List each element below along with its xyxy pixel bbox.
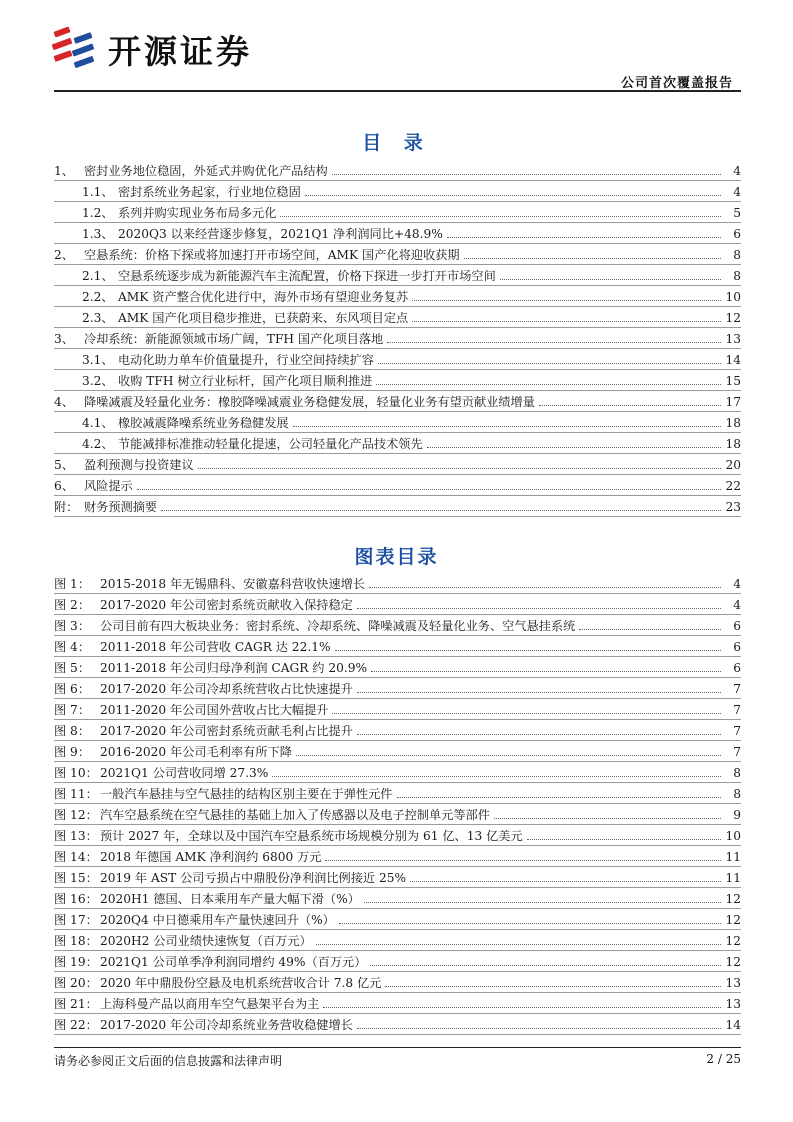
dot-leader	[527, 839, 721, 840]
dot-leader	[357, 608, 721, 609]
toc-entry[interactable]	[54, 496, 741, 517]
entry-page: 20	[725, 457, 741, 472]
entry-page: 8	[733, 247, 741, 262]
entry-number: 4.2、	[82, 437, 114, 451]
entry-page: 13	[725, 975, 741, 990]
entry-number: 图 8：	[54, 724, 91, 738]
entry-page: 14	[725, 352, 741, 367]
figure-entry[interactable]	[54, 1014, 741, 1035]
dot-leader	[376, 384, 721, 385]
entry-page: 17	[725, 394, 741, 409]
dot-leader	[332, 174, 721, 175]
entry-page: 7	[733, 681, 741, 696]
entry-number: 图 4：	[54, 640, 91, 654]
entry-page: 6	[733, 226, 741, 241]
report-type: 公司首次覆盖报告	[620, 76, 733, 91]
entry-number: 图 6：	[54, 682, 91, 696]
entry-title: 橡胶减震降噪系统业务稳健发展	[118, 416, 289, 430]
figure-entry[interactable]	[54, 720, 741, 741]
dot-leader	[335, 650, 721, 651]
figure-entry[interactable]	[54, 909, 741, 930]
entry-title: 2017-2020 年公司密封系统贡献收入保持稳定	[100, 598, 353, 612]
dot-leader	[161, 510, 721, 511]
figure-list-title: 图表目录	[354, 546, 439, 568]
entry-number: 图 7：	[54, 703, 91, 717]
dot-leader	[272, 776, 721, 777]
figure-list	[54, 573, 741, 1035]
dot-leader	[332, 713, 721, 714]
figure-entry[interactable]	[54, 846, 741, 867]
entry-title: 2021Q1 公司单季净利润同增约 49%（百万元）	[100, 955, 367, 969]
entry-title: 2020Q4 中日德乘用车产量快速回升（%）	[100, 913, 335, 927]
toc-entry[interactable]	[54, 181, 741, 202]
entry-title: 财务预测摘要	[84, 500, 158, 514]
entry-number: 图 12：	[54, 808, 98, 822]
entry-title: 2019 年 AST 公司亏损占中鼎股份净利润比例接近 25%	[100, 871, 407, 885]
footer-disclaimer: 请务必参阅正文后面的信息披露和法律声明	[54, 1054, 283, 1068]
entry-title: AMK 资产整合优化进行中，海外市场有望迎业务复苏	[118, 290, 409, 304]
figure-entry[interactable]	[54, 783, 741, 804]
dot-leader	[357, 692, 721, 693]
entry-title: 2016-2020 年公司毛利率有所下降	[100, 745, 292, 759]
entry-number: 图 14：	[54, 850, 98, 864]
entry-number: 2、	[54, 248, 74, 262]
entry-number: 图 21：	[54, 997, 98, 1011]
entry-page: 8	[733, 268, 741, 283]
entry-page: 8	[733, 786, 741, 801]
figure-entry[interactable]	[54, 888, 741, 909]
entry-number: 图 11：	[54, 787, 98, 801]
entry-number: 图 3：	[54, 619, 91, 633]
toc-list	[54, 160, 741, 517]
entry-title: 2011-2018 年公司营收 CAGR 达 22.1%	[100, 640, 331, 654]
entry-page: 14	[725, 1017, 741, 1032]
entry-title: 收购 TFH 树立行业标杆，国产化项目顺利推进	[118, 374, 373, 388]
entry-page: 12	[725, 933, 741, 948]
entry-title: 公司目前有四大板块业务：密封系统、冷却系统、降噪减震及轻量化业务、空气悬挂系统	[100, 619, 576, 633]
entry-title: 2020Q3 以来经营逐步修复，2021Q1 净利润同比+48.9%	[118, 227, 443, 241]
dot-leader	[412, 300, 721, 301]
toc-entry[interactable]	[54, 265, 741, 286]
entry-title: 一般汽车悬挂与空气悬挂的结构区别主要在于弹性元件	[100, 787, 393, 801]
toc-entry[interactable]	[54, 475, 741, 496]
dot-leader	[293, 426, 721, 427]
dot-leader	[357, 1028, 721, 1029]
header-divider	[54, 90, 741, 92]
entry-number: 图 19：	[54, 955, 98, 969]
entry-number: 2.3、	[82, 311, 114, 325]
entry-title: 2011-2020 年公司国外营收占比大幅提升	[100, 703, 329, 717]
entry-page: 18	[725, 436, 741, 451]
entry-page: 13	[725, 996, 741, 1011]
toc-entry[interactable]	[54, 391, 741, 412]
toc-entry[interactable]	[54, 307, 741, 328]
entry-title: 降噪减震及轻量化业务：橡胶降噪减震业务稳健发展，轻量化业务有望贡献业绩增量	[84, 395, 535, 409]
entry-number: 3.2、	[82, 374, 114, 388]
entry-number: 图 9：	[54, 745, 91, 759]
figure-entry[interactable]	[54, 615, 741, 636]
dot-leader	[137, 489, 721, 490]
entry-number: 6、	[54, 479, 74, 493]
dot-leader	[296, 755, 721, 756]
toc-entry[interactable]	[54, 454, 741, 475]
entry-page: 6	[733, 618, 741, 633]
dot-leader	[378, 363, 721, 364]
entry-page: 8	[733, 765, 741, 780]
dot-leader	[316, 944, 721, 945]
figure-entry[interactable]	[54, 825, 741, 846]
entry-page: 12	[725, 891, 741, 906]
dot-leader	[579, 629, 721, 630]
entry-number: 4.1、	[82, 416, 114, 430]
toc-entry[interactable]	[54, 160, 741, 181]
dot-leader	[539, 405, 721, 406]
entry-number: 1、	[54, 164, 74, 178]
entry-title: 空悬系统逐步成为新能源汽车主流配置，价格下探进一步打开市场空间	[118, 269, 496, 283]
dot-leader	[387, 342, 721, 343]
dot-leader	[410, 881, 721, 882]
entry-number: 图 20：	[54, 976, 98, 990]
entry-number: 1.3、	[82, 227, 114, 241]
entry-page: 22	[725, 478, 741, 493]
toc-entry[interactable]	[54, 433, 741, 454]
entry-title: 冷却系统：新能源领域市场广阔，TFH 国产化项目落地	[84, 332, 384, 346]
entry-title: 2020 年中鼎股份空悬及电机系统营收合计 7.8 亿元	[100, 976, 382, 990]
figure-entry[interactable]	[54, 951, 741, 972]
page-number: 2 / 25	[706, 1052, 741, 1066]
toc-entry[interactable]	[54, 412, 741, 433]
dot-leader	[370, 965, 721, 966]
entry-number: 2.2、	[82, 290, 114, 304]
dot-leader	[198, 468, 721, 469]
entry-number: 3.1、	[82, 353, 114, 367]
figure-entry[interactable]	[54, 699, 741, 720]
dot-leader	[369, 587, 721, 588]
entry-page: 10	[725, 289, 741, 304]
entry-title: 密封业务地位稳固，外延式并购优化产品结构	[84, 164, 328, 178]
dot-leader	[305, 195, 721, 196]
figure-entry[interactable]	[54, 594, 741, 615]
entry-page: 10	[725, 828, 741, 843]
toc-entry[interactable]	[54, 370, 741, 391]
figure-entry[interactable]	[54, 678, 741, 699]
dot-leader	[397, 797, 722, 798]
entry-number: 3、	[54, 332, 74, 346]
figure-entry[interactable]	[54, 804, 741, 825]
entry-number: 4、	[54, 395, 74, 409]
entry-title: 2015-2018 年无锡鼎科、安徽嘉科营收快速增长	[100, 577, 366, 591]
entry-number: 图 10：	[54, 766, 98, 780]
dot-leader	[357, 734, 721, 735]
entry-page: 13	[725, 331, 741, 346]
entry-title: 2020H2 公司业绩快速恢复（百万元）	[100, 934, 312, 948]
entry-title: 汽车空悬系统在空气悬挂的基础上加入了传感器以及电子控制单元等部件	[100, 808, 490, 822]
dot-leader	[447, 237, 721, 238]
entry-page: 5	[733, 205, 741, 220]
entry-title: 2021Q1 公司营收同增 27.3%	[100, 766, 269, 780]
entry-title: 2017-2020 年公司冷却系统营收占比快速提升	[100, 682, 353, 696]
entry-number: 图 13：	[54, 829, 98, 843]
dot-leader	[371, 671, 721, 672]
entry-page: 6	[733, 660, 741, 675]
dot-leader	[412, 321, 721, 322]
entry-number: 图 1：	[54, 577, 91, 591]
entry-number: 图 17：	[54, 913, 98, 927]
entry-number: 图 18：	[54, 934, 98, 948]
entry-title: 电动化助力单车价值量提升，行业空间持续扩容	[118, 353, 374, 367]
dot-leader	[500, 279, 721, 280]
dot-leader	[364, 902, 721, 903]
entry-title: 2017-2020 年公司冷却系统业务营收稳健增长	[100, 1018, 353, 1032]
entry-page: 11	[725, 849, 741, 864]
toc-entry[interactable]	[54, 328, 741, 349]
entry-page: 15	[725, 373, 741, 388]
entry-page: 18	[725, 415, 741, 430]
entry-page: 7	[733, 702, 741, 717]
entry-title: 密封系统业务起家，行业地位稳固	[118, 185, 301, 199]
figure-entry[interactable]	[54, 993, 741, 1014]
dot-leader	[427, 447, 721, 448]
entry-title: 节能减排标准推动轻量化提速，公司轻量化产品技术领先	[118, 437, 423, 451]
entry-title: 预计 2027 年，全球以及中国汽车空悬系统市场规模分别为 61 亿、13 亿美元	[100, 829, 523, 843]
entry-number: 2.1、	[82, 269, 114, 283]
entry-number: 图 22：	[54, 1018, 98, 1032]
entry-title: 空悬系统：价格下探或将加速打开市场空间，AMK 国产化将迎收获期	[84, 248, 460, 262]
entry-number: 图 16：	[54, 892, 98, 906]
entry-page: 4	[733, 576, 741, 591]
figure-entry[interactable]	[54, 930, 741, 951]
toc-entry[interactable]	[54, 223, 741, 244]
entry-number: 图 15：	[54, 871, 98, 885]
entry-number: 图 5：	[54, 661, 91, 675]
entry-title: AMK 国产化项目稳步推进，已获蔚来、东风项目定点	[118, 311, 409, 325]
company-logo	[50, 22, 252, 76]
company-name: 开源证券	[108, 31, 252, 71]
entry-page: 4	[733, 184, 741, 199]
footer-divider	[54, 1047, 741, 1048]
figure-entry[interactable]	[54, 867, 741, 888]
entry-page: 9	[733, 807, 741, 822]
entry-page: 4	[733, 163, 741, 178]
entry-page: 12	[725, 912, 741, 927]
entry-title: 2020H1 德国、日本乘用车产量大幅下滑（%）	[100, 892, 360, 906]
entry-title: 2017-2020 年公司密封系统贡献毛利占比提升	[100, 724, 353, 738]
entry-number: 附：	[54, 500, 79, 514]
dot-leader	[323, 1007, 721, 1008]
entry-number: 图 2：	[54, 598, 91, 612]
entry-page: 23	[725, 499, 741, 514]
entry-page: 6	[733, 639, 741, 654]
entry-title: 2011-2018 年公司归母净利润 CAGR 约 20.9%	[100, 661, 368, 675]
entry-page: 7	[733, 723, 741, 738]
entry-page: 11	[725, 870, 741, 885]
dot-leader	[325, 860, 721, 861]
dot-leader	[280, 216, 721, 217]
entry-title: 系列并购实现业务布局多元化	[118, 206, 277, 220]
entry-number: 1.2、	[82, 206, 114, 220]
entry-title: 上海科曼产品以商用车空气悬架平台为主	[100, 997, 320, 1011]
toc-entry[interactable]	[54, 202, 741, 223]
entry-page: 4	[733, 597, 741, 612]
toc-entry[interactable]	[54, 244, 741, 265]
entry-number: 1.1、	[82, 185, 114, 199]
entry-title: 2018 年德国 AMK 净利润约 6800 万元	[100, 850, 322, 864]
dot-leader	[339, 923, 721, 924]
toc-entry[interactable]	[54, 349, 741, 370]
entry-page: 7	[733, 744, 741, 759]
toc-title: 目 录	[362, 132, 431, 154]
figure-entry[interactable]	[54, 636, 741, 657]
toc-entry[interactable]	[54, 286, 741, 307]
entry-title: 盈利预测与投资建议	[84, 458, 194, 472]
dot-leader	[464, 258, 721, 259]
dot-leader	[494, 818, 721, 819]
figure-entry[interactable]	[54, 741, 741, 762]
figure-entry[interactable]	[54, 972, 741, 993]
dot-leader	[385, 986, 721, 987]
figure-entry[interactable]	[54, 657, 741, 678]
entry-page: 12	[725, 310, 741, 325]
figure-entry[interactable]	[54, 573, 741, 594]
company-logo-icon	[50, 23, 102, 75]
entry-page: 12	[725, 954, 741, 969]
entry-number: 5、	[54, 458, 74, 472]
figure-entry[interactable]	[54, 762, 741, 783]
entry-title: 风险提示	[84, 479, 133, 493]
